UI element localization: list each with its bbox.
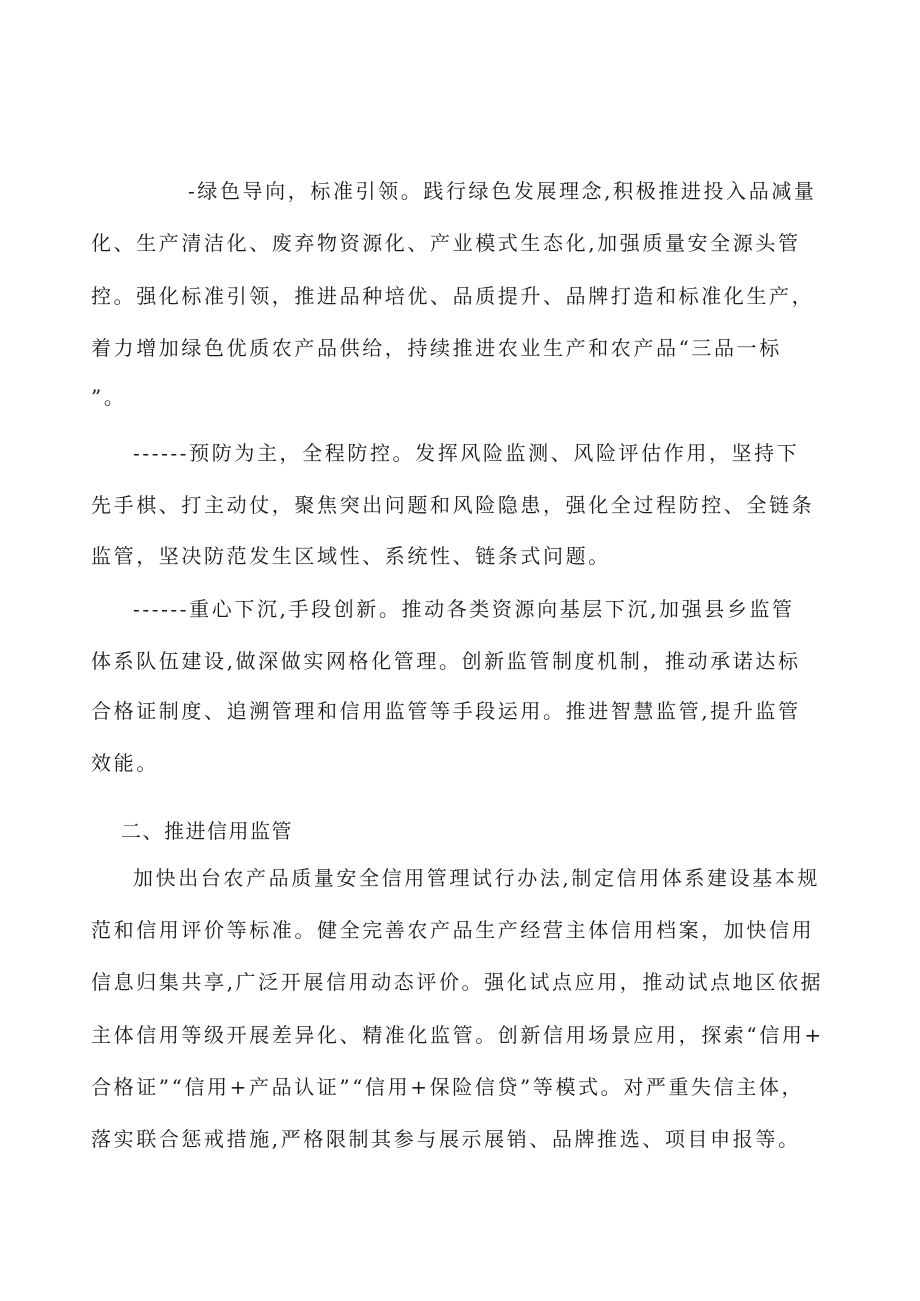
text-line: 先手棋、打主动仗，聚焦突出问题和风险隐患，强化全过程防控、全链条	[91, 493, 815, 517]
text-line: -绿色导向，标准引领。践行绿色发展理念,积极推进投入品减量	[188, 179, 817, 203]
text-line: 信息归集共享,广泛开展信用动态评价。强化试点应用，推动试点地区依据	[91, 970, 824, 994]
text-line: 主体信用等级开展差异化、精准化监管。创新信用场景应用，探索“信用+	[91, 1023, 824, 1047]
text-line: 范和信用评价等标准。健全完善农产品生产经营主体信用档案，加快信用	[91, 918, 815, 942]
text-line: 加快出台农产品质量安全信用管理试行办法,制定信用体系建设基本规	[133, 866, 820, 890]
text-line: 合格证制度、追溯管理和信用监管等手段运用。推进智慧监管,提升监管	[91, 699, 801, 723]
text-line: 效能。	[91, 751, 159, 775]
text-line: ------重心下沉,手段创新。推动各类资源向基层下沉,加强县乡监管	[133, 597, 795, 621]
text-line: 监管，坚决防范发生区域性、系统性、链条式问题。	[91, 544, 611, 568]
text-line: 化、生产清洁化、废弃物资源化、产业模式生态化,加强质量安全源头管	[91, 231, 801, 255]
text-line: 体系队伍建设,做深做实网格化管理。创新监管制度机制，推动承诺达标	[91, 649, 801, 673]
text-line: 控。强化标准引领，推进品种培优、品质提升、品牌打造和标准化生产，	[91, 284, 815, 308]
section-heading: 二、推进信用监管	[121, 819, 293, 843]
text-line: 着力增加绿色优质农产品供给，持续推进农业生产和农产品“三品一标	[91, 336, 782, 360]
text-line: 落实联合惩戒措施,严格限制其参与展示展销、品牌推选、项目申报等。	[91, 1127, 801, 1151]
text-line: ------预防为主，全程防控。发挥风险监测、风险评估作用，坚持下	[133, 441, 800, 465]
text-line: 合格证”“信用+产品认证”“信用+保险信贷”等模式。对严重失信主体，	[91, 1075, 805, 1099]
text-line: ”。	[91, 385, 127, 409]
